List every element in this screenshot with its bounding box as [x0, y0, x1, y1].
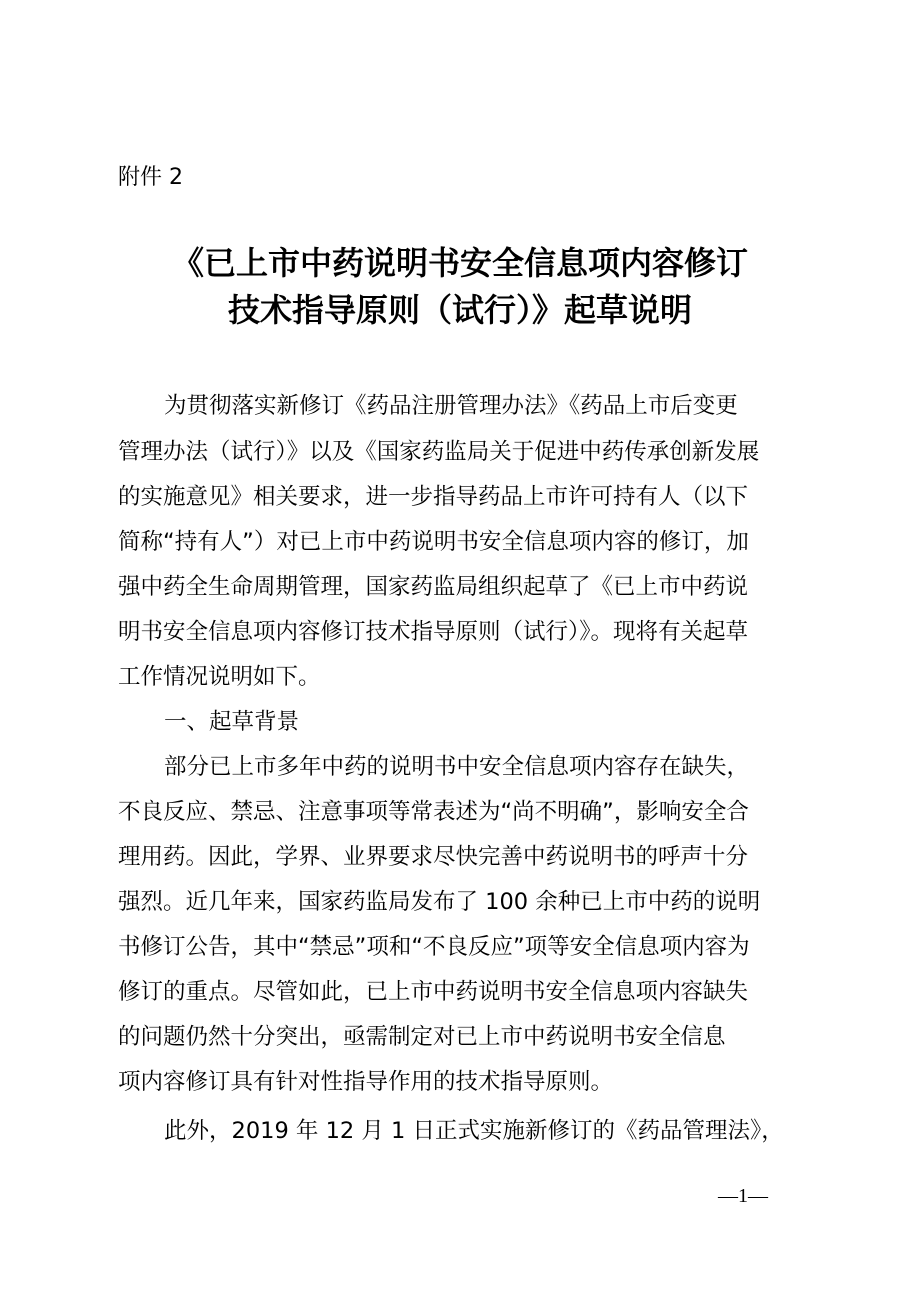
- body-line-11: 理用药。因此，学界、业界要求尽快完善中药说明书的呼声十分: [118, 844, 749, 870]
- body-line-15: 的问题仍然十分突出，亟需制定对已上市中药说明书安全信息: [118, 1024, 726, 1050]
- body-line-3: 的实施意见》相关要求，进一步指导药品上市许可持有人（以下: [118, 484, 749, 510]
- body-line-9: 部分已上市多年中药的说明书中安全信息项内容存在缺失，: [164, 754, 750, 780]
- body-line-13: 书修订公告，其中“禁忌”项和“不良反应”项等安全信息项内容为: [118, 934, 750, 960]
- body-line-7: 工作情况说明如下。: [118, 664, 321, 690]
- document-title-line-1: 《已上市中药说明书安全信息项内容修订: [171, 244, 748, 282]
- body-line-10: 不良反应、禁忌、注意事项等常表述为“尚不明确”，影响安全合: [118, 799, 749, 825]
- body-line-12: 强烈。近几年来，国家药监局发布了 100 余种已上市中药的说明: [118, 889, 761, 915]
- attachment-label: 附件 2: [118, 165, 183, 190]
- body-line-4: 简称“持有人”）对已上市中药说明书安全信息项内容的修订，加: [118, 529, 749, 555]
- body-line-14: 修订的重点。尽管如此，已上市中药说明书安全信息项内容缺失: [118, 979, 749, 1005]
- section-heading-background: 一、起草背景: [164, 709, 300, 735]
- body-line-1: 为贯彻落实新修订《药品注册管理办法》《药品上市后变更: [164, 393, 738, 419]
- body-line-6: 明书安全信息项内容修订技术指导原则（试行）》。现将有关起草: [118, 619, 749, 645]
- document-title-line-2: 技术指导原则（试行）》起草说明: [227, 291, 692, 329]
- body-line-5: 强中药全生命周期管理，国家药监局组织起草了《已上市中药说: [118, 574, 749, 600]
- body-line-16: 项内容修订具有针对性指导作用的技术指导原则。: [118, 1069, 614, 1095]
- body-line-17: 此外，2019 年 12 月 1 日正式实施新修订的《药品管理法》，: [164, 1118, 784, 1144]
- body-line-2: 管理办法（试行）》以及《国家药监局关于促进中药传承创新发展: [118, 439, 760, 465]
- page-number: —1—: [718, 1185, 768, 1207]
